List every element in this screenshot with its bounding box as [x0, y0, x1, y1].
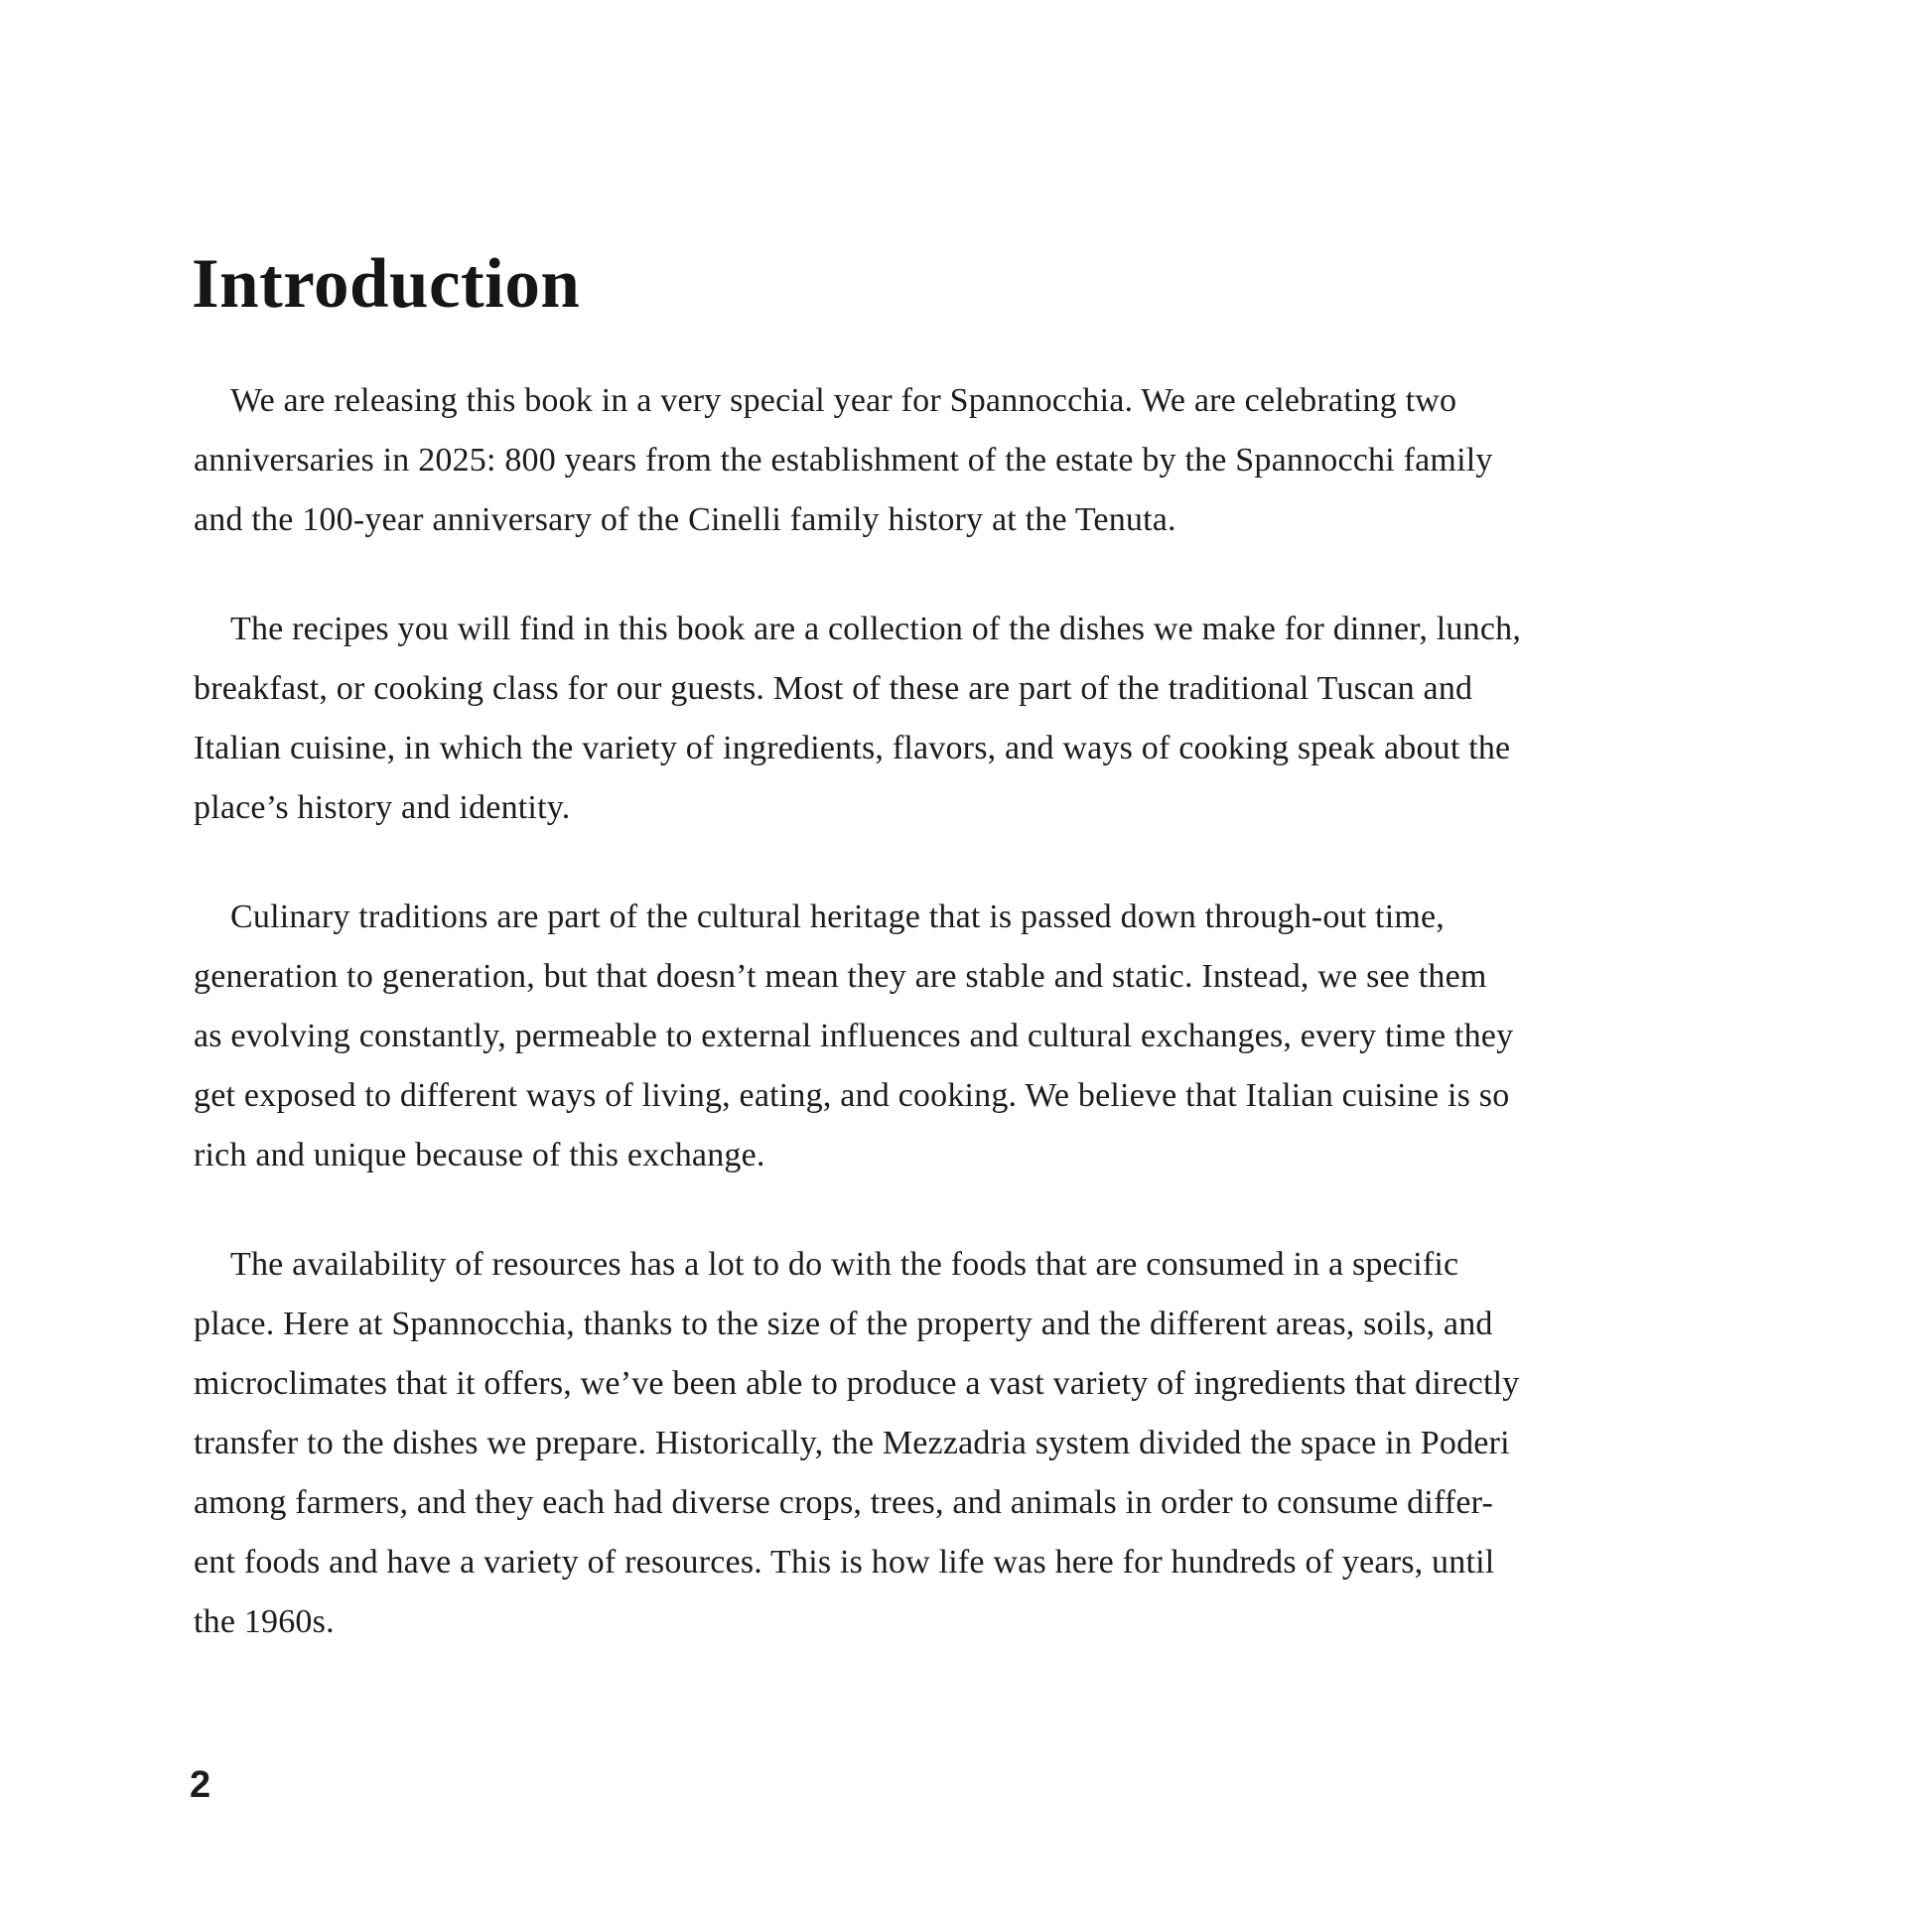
page-content [194, 371, 1742, 1652]
chapter-title: Introduction [192, 245, 581, 323]
text-line: breakfast, or cooking class for our guests. Most of these are part of the traditional Tuscan and [194, 670, 1473, 707]
text-line: Culinary traditions are part of the cultural heritage that is passed down through-out time, [230, 898, 1445, 935]
paragraph [194, 1235, 1742, 1652]
text-line: microclimates that it offers, we’ve been able to produce a vast variety of ingredients that directly [194, 1365, 1520, 1402]
text-line: ent foods and have a variety of resources. This is how life was here for hundreds of years, until [194, 1544, 1495, 1581]
page-number: 2 [190, 1764, 211, 1806]
paragraph [194, 600, 1742, 838]
paragraph [194, 371, 1742, 550]
text-line: transfer to the dishes we prepare. Historically, the Mezzadria system divided the space in Poderi [194, 1425, 1510, 1461]
text-line: The availability of resources has a lot to do with the foods that are consumed in a specific [230, 1246, 1459, 1283]
text-line: anniversaries in 2025: 800 years from the establishment of the estate by the Spannocchi family [194, 442, 1493, 479]
text-line: get exposed to different ways of living, eating, and cooking. We believe that Italian cuisine is so [194, 1077, 1510, 1114]
text-line: as evolving constantly, permeable to external influences and cultural exchanges, every time they [194, 1018, 1514, 1054]
text-line: place’s history and identity. [194, 789, 571, 826]
text-line: rich and unique because of this exchange. [194, 1137, 765, 1173]
text-line: among farmers, and they each had diverse crops, trees, and animals in order to consume differ- [194, 1484, 1494, 1521]
text-line: The recipes you will find in this book are a collection of the dishes we make for dinner, lunch, [230, 611, 1522, 647]
text-line: We are releasing this book in a very special year for Spannocchia. We are celebrating two [230, 382, 1457, 419]
text-line: Italian cuisine, in which the variety of ingredients, flavors, and ways of cooking speak about the [194, 730, 1511, 766]
text-line: generation to generation, but that doesn’t mean they are stable and static. Instead, we see them [194, 958, 1487, 995]
paragraph [194, 888, 1742, 1185]
text-line: the 1960s. [194, 1603, 335, 1640]
text-line: and the 100-year anniversary of the Cinelli family history at the Tenuta. [194, 501, 1176, 538]
text-line: place. Here at Spannocchia, thanks to the size of the property and the different areas, soils, and [194, 1306, 1493, 1342]
